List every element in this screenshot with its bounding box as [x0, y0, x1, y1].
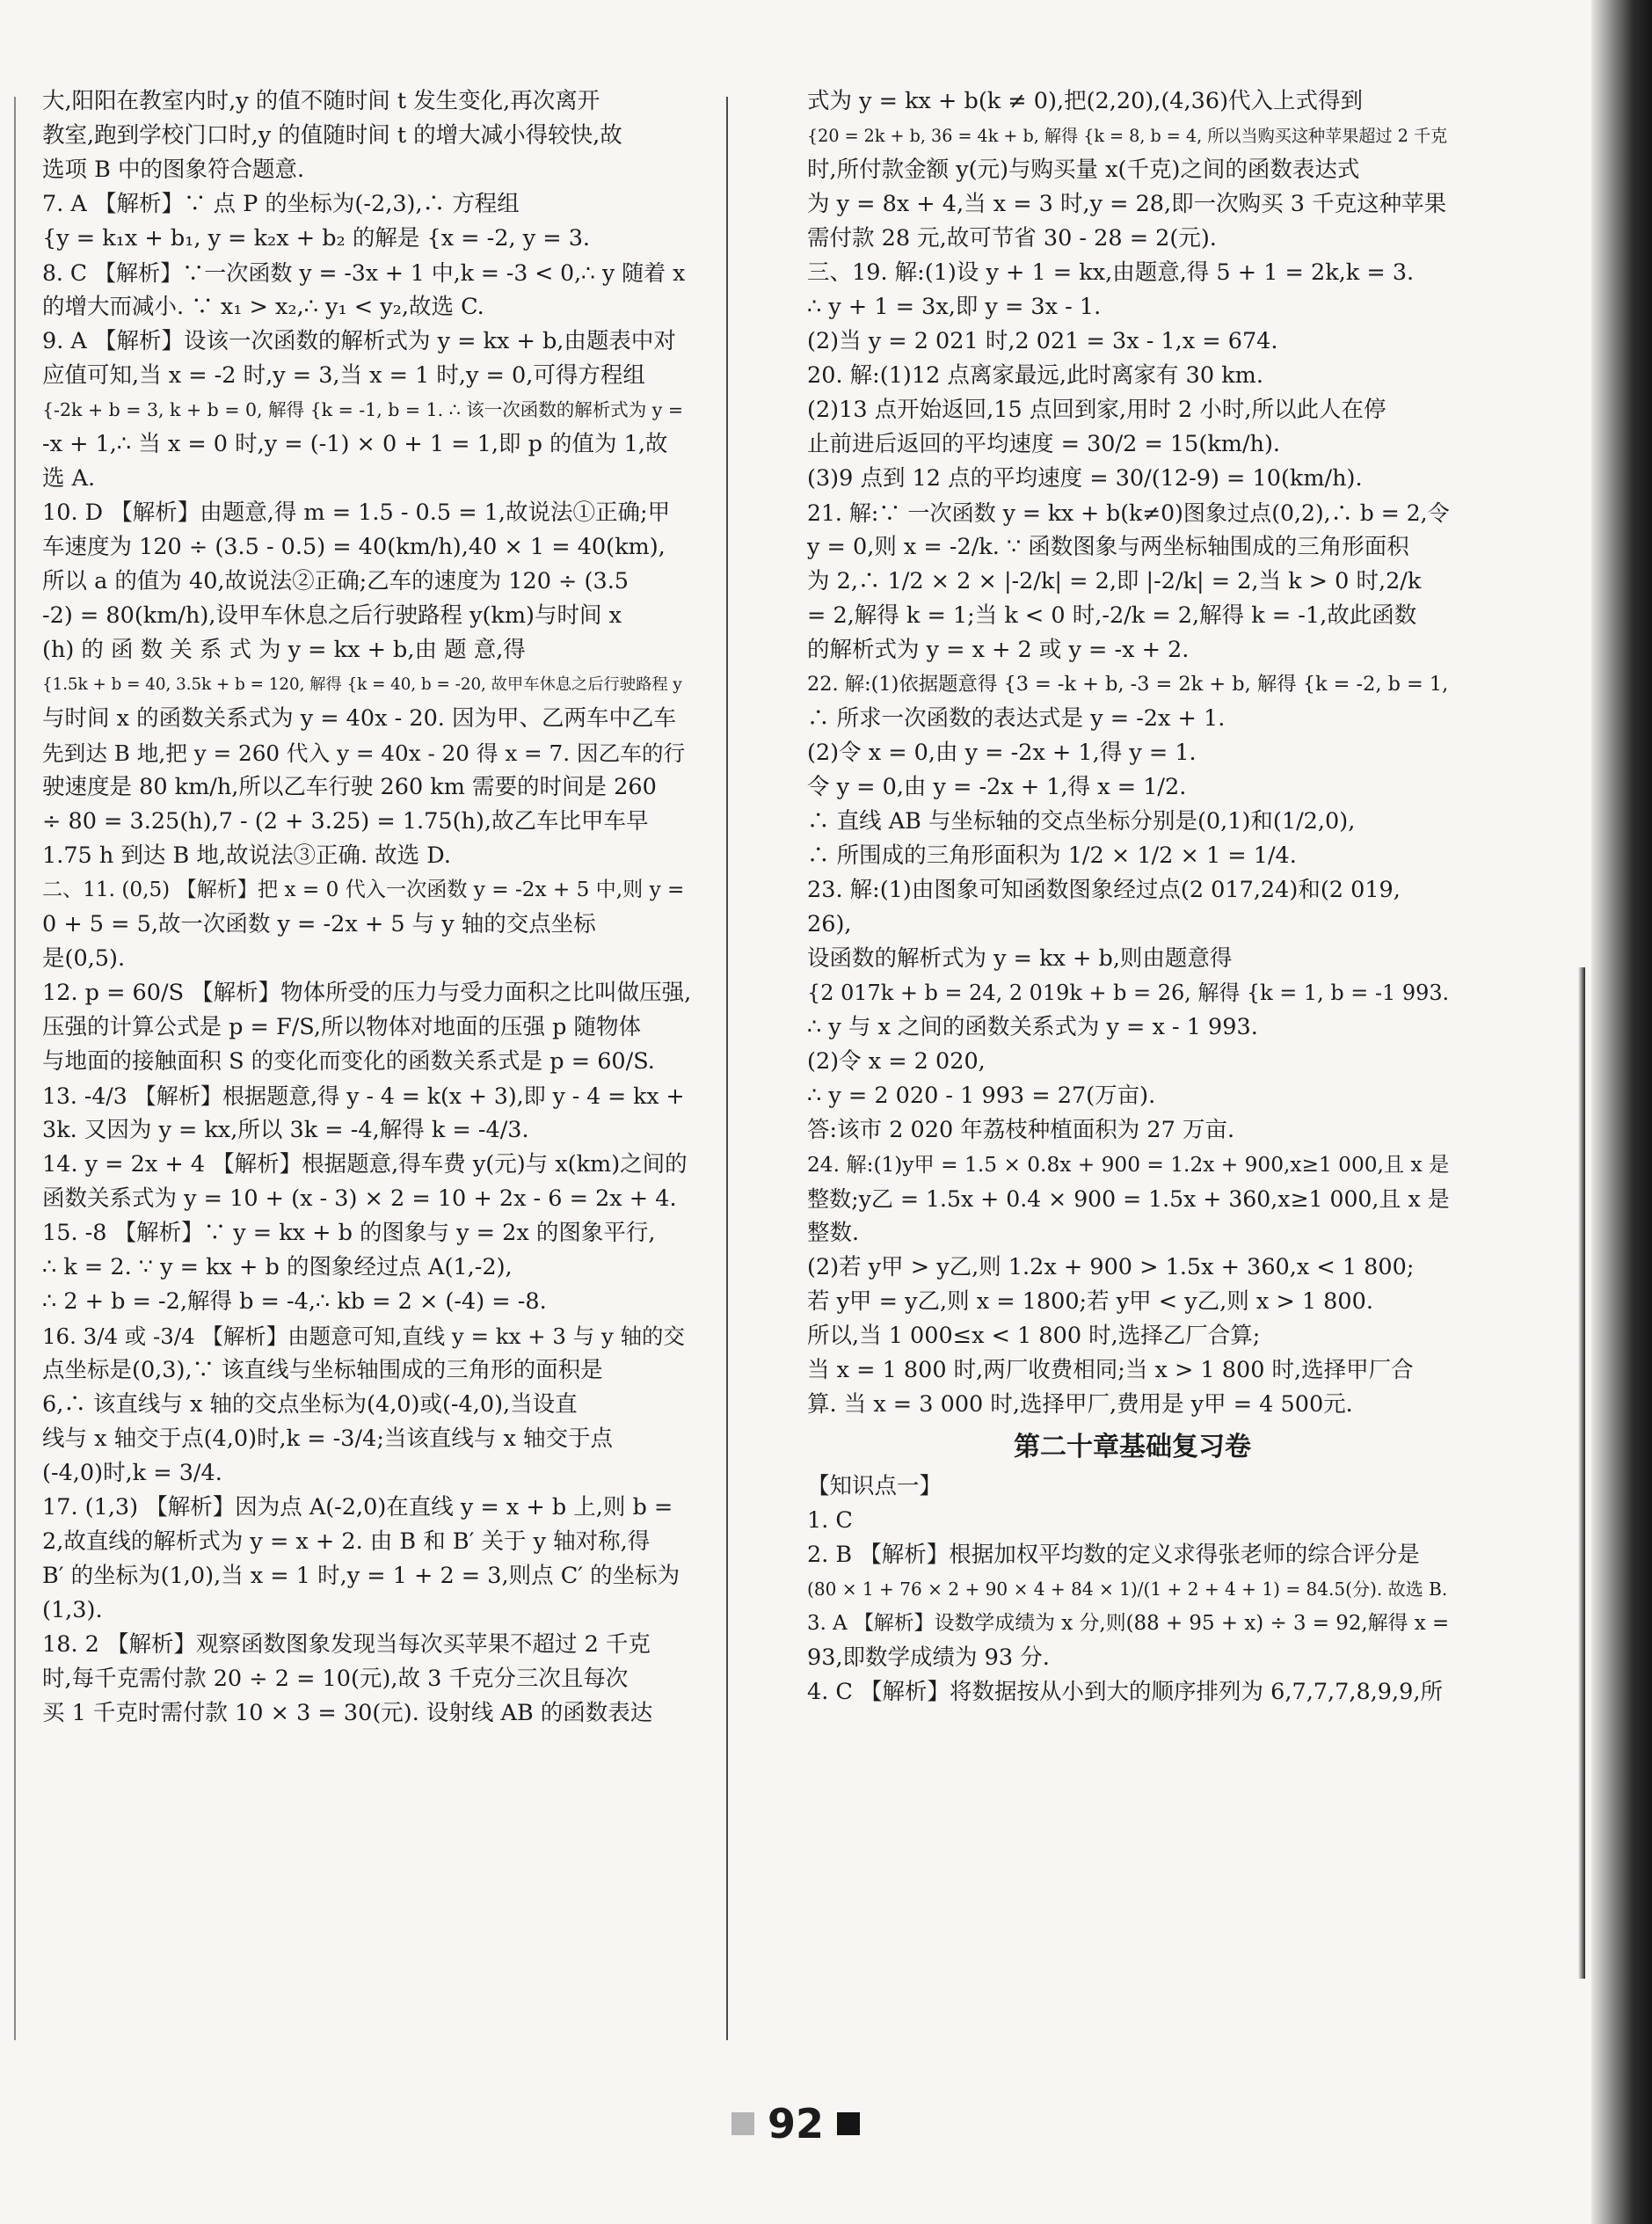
text-line: 整数.: [807, 1220, 860, 1246]
text-line: (2)令 x = 2 020,: [807, 1048, 986, 1075]
text-line: ∴ y + 1 = 3x,即 y = 3x - 1.: [807, 294, 1102, 320]
text-line: -2) = 80(km/h),设甲车休息之后行驶路程 y(km)与时间 x: [42, 602, 622, 629]
text-line: 16. 3/4 或 -3/4 【解析】由题意可知,直线 y = kx + 3 与 y 轴的交: [42, 1323, 685, 1349]
text-line: 所以,当 1 000≤x < 1 800 时,选择乙厂合算;: [807, 1323, 1261, 1349]
text-line: 二、11. (0,5) 【解析】把 x = 0 代入一次函数 y = -2x + 5 中,则 y =: [42, 879, 685, 901]
text-line: -x + 1,∴ 当 x = 0 时,y = (-1) × 0 + 1 = 1,即 p 的值为 1,故: [42, 431, 668, 457]
text-line: 与时间 x 的函数关系式为 y = 40x - 20. 因为甲、乙两车中乙车: [42, 705, 676, 732]
text-line: ∴ y 与 x 之间的函数关系式为 y = x - 1 993.: [807, 1014, 1258, 1040]
text-line: 车速度为 120 ÷ (3.5 - 0.5) = 40(km/h),40 × 1 = 40(km),: [42, 534, 666, 560]
text-line: 的增大而减小. ∵ x₁ > x₂,∴ y₁ < y₂,故选 C.: [42, 294, 484, 320]
right-column: [807, 84, 1458, 1710]
text-line: (2)令 x = 0,由 y = -2x + 1,得 y = 1.: [807, 740, 1197, 766]
text-line: 与地面的接触面积 S 的变化而变化的函数关系式是 p = 60/S.: [42, 1048, 655, 1075]
text-line: 14. y = 2x + 4 【解析】根据题意,得车费 y(元)与 x(km)之间的: [42, 1151, 688, 1178]
text-line: (-4,0)时,k = 3/4.: [42, 1460, 222, 1486]
text-line: 22. 解:(1)依据题意得 {3 = -k + b, -3 = 2k + b, 解得 {k = -2, b = 1,: [807, 673, 1449, 696]
gray-square-icon: [731, 2112, 754, 2135]
left-frame-line: [14, 97, 16, 2040]
text-line: = 2,解得 k = 1;当 k < 0 时,-2/k = 2,解得 k = -1,故此函数: [807, 602, 1417, 629]
binding-shadow: [1591, 0, 1652, 2224]
text-line: (2)当 y = 2 021 时,2 021 = 3x - 1,x = 674.: [807, 328, 1278, 354]
text-line: ∴ 所围成的三角形面积为 1/2 × 1/2 × 1 = 1/4.: [807, 842, 1297, 869]
text-line: ∴ k = 2. ∵ y = kx + b 的图象经过点 A(1,-2),: [42, 1254, 513, 1280]
text-line: 三、19. 解:(1)设 y + 1 = kx,由题意,得 5 + 1 = 2k,k = 3.: [807, 259, 1415, 286]
text-line: 7. A 【解析】∵ 点 P 的坐标为(-2,3),∴ 方程组: [42, 191, 520, 217]
text-line: 应值可知,当 x = -2 时,y = 3,当 x = 1 时,y = 0,可得方程组: [42, 362, 645, 389]
text-line: 26),: [807, 911, 852, 937]
text-line: {20 = 2k + b, 36 = 4k + b, 解得 {k = 8, b = 4, 所以当购买这种苹果超过 2 千克: [807, 126, 1448, 146]
text-line: (80 × 1 + 76 × 2 + 90 × 4 + 84 × 1)/(1 + 2 + 4 + 1) = 84.5(分). 故选 B.: [807, 1579, 1448, 1600]
text-line: 驶速度是 80 km/h,所以乙车行驶 260 km 需要的时间是 260: [42, 774, 657, 800]
left-column: [42, 84, 693, 1731]
text-line: 止前进后返回的平均速度 = 30/2 = 15(km/h).: [807, 431, 1281, 457]
text-line: ÷ 80 = 3.25(h),7 - (2 + 3.25) = 1.75(h),故乙车比甲车早: [42, 808, 649, 835]
text-line: 算. 当 x = 3 000 时,选择甲厂,费用是 y甲 = 4 500元.: [807, 1391, 1353, 1418]
column-divider: [726, 97, 728, 2040]
text-line: 2. B 【解析】根据加权平均数的定义求得张老师的综合评分是: [807, 1542, 1420, 1568]
text-line: 是(0,5).: [42, 945, 126, 972]
text-line: 15. -8 【解析】∵ y = kx + b 的图象与 y = 2x 的图象平行,: [42, 1220, 656, 1246]
text-line: 10. D 【解析】由题意,得 m = 1.5 - 0.5 = 1,故说法①正确;甲: [42, 499, 671, 526]
text-line: 2,故直线的解析式为 y = x + 2. 由 B 和 B′ 关于 y 轴对称,得: [42, 1528, 651, 1555]
text-line: 函数关系式为 y = 10 + (x - 3) × 2 = 10 + 2x - 6 = 2x + 4.: [42, 1185, 677, 1212]
text-line: 时,所付款金额 y(元)与购买量 x(千克)之间的函数表达式: [807, 157, 1360, 183]
text-line: 为 2,∴ 1/2 × 2 × |-2/k| = 2,即 |-2/k| = 2,当 k > 0 时,2/k: [807, 568, 1422, 594]
text-line: 为 y = 8x + 4,当 x = 3 时,y = 28,即一次购买 3 千克这种苹果: [807, 191, 1447, 217]
text-line: 设函数的解析式为 y = kx + b,则由题意得: [807, 945, 1233, 972]
text-line: 23. 解:(1)由图象可知函数图象经过点(2 017,24)和(2 019,: [807, 877, 1401, 903]
text-line: 1. C: [807, 1507, 853, 1534]
text-line: ∴ 所求一次函数的表达式是 y = -2x + 1.: [807, 705, 1226, 732]
text-line: 点坐标是(0,3),∵ 该直线与坐标轴围成的三角形的面积是: [42, 1357, 603, 1383]
right-column-solutions: [807, 84, 1458, 1422]
text-line: {1.5k + b = 40, 3.5k + b = 120, 解得 {k = 40, b = -20, 故甲车休息之后行驶路程 y: [42, 675, 682, 694]
text-line: 先到达 B 地,把 y = 260 代入 y = 40x - 20 得 x = 7. 因乙车的行: [42, 740, 686, 766]
text-line: 若 y甲 = y乙,则 x = 1800;若 y甲 < y乙,则 x > 1 800.: [807, 1288, 1373, 1315]
text-line: 式为 y = kx + b(k ≠ 0),把(2,20),(4,36)代入上式得到: [807, 88, 1364, 114]
text-line: 当 x = 1 800 时,两厂收费相同;当 x > 1 800 时,选择甲厂合: [807, 1357, 1414, 1383]
text-line: ∴ 2 + b = -2,解得 b = -4,∴ kb = 2 × (-4) = -8.: [42, 1288, 547, 1315]
text-line: 24. 解:(1)y甲 = 1.5 × 0.8x + 900 = 1.2x + 900,x≥1 000,且 x 是: [807, 1153, 1450, 1177]
text-line: 整数;y乙 = 1.5x + 0.4 × 900 = 1.5x + 360,x≥1 000,且 x 是: [807, 1186, 1450, 1212]
page-number: 92: [767, 2100, 824, 2147]
text-line: 4. C 【解析】将数据按从小到大的顺序排列为 6,7,7,7,8,9,9,所: [807, 1679, 1443, 1705]
text-line: y = 0,则 x = -2/k. ∵ 函数图象与两坐标轴围成的三角形面积: [807, 534, 1409, 560]
text-line: (3)9 点到 12 点的平均速度 = 30/(12-9) = 10(km/h).: [807, 465, 1363, 492]
text-line: 6,∴ 该直线与 x 轴的交点坐标为(4,0)或(-4,0),当设直: [42, 1391, 578, 1418]
text-line: 0 + 5 = 5,故一次函数 y = -2x + 5 与 y 轴的交点坐标: [42, 911, 596, 937]
text-line: (h) 的 函 数 关 系 式 为 y = kx + b,由 题 意,得: [42, 637, 526, 663]
text-line: 93,即数学成绩为 93 分.: [807, 1644, 1050, 1671]
text-line: ∴ y = 2 020 - 1 993 = 27(万亩).: [807, 1083, 1156, 1109]
text-line: {-2k + b = 3, k + b = 0, 解得 {k = -1, b = 1. ∴ 该一次函数的解析式为 y =: [42, 399, 684, 420]
text-line: (1,3).: [42, 1597, 103, 1623]
text-line: 大,阳阳在教室内时,y 的值不随时间 t 发生变化,再次离开: [42, 88, 600, 114]
text-line: 【知识点一】: [807, 1473, 942, 1499]
page-footer: [0, 2100, 1591, 2147]
text-line: 答:该市 2 020 年荔枝种植面积为 27 万亩.: [807, 1117, 1235, 1143]
text-line: 1.75 h 到达 B 地,故说法③正确. 故选 D.: [42, 842, 451, 869]
text-line: (2)13 点开始返回,15 点回到家,用时 2 小时,所以此人在停: [807, 397, 1386, 423]
text-line: 买 1 千克时需付款 10 × 3 = 30(元). 设射线 AB 的函数表达: [42, 1700, 653, 1726]
text-line: 教室,跑到学校门口时,y 的值随时间 t 的增大减小得较快,故: [42, 122, 622, 149]
text-line: 时,每千克需付款 20 ÷ 2 = 10(元),故 3 千克分三次且每次: [42, 1666, 629, 1692]
section-title: 第二十章基础复习卷: [1014, 1432, 1251, 1462]
text-line: 令 y = 0,由 y = -2x + 1,得 x = 1/2.: [807, 774, 1187, 800]
text-line: 21. 解:∵ 一次函数 y = kx + b(k≠0)图象过点(0,2),∴ b = 2,令: [807, 500, 1450, 526]
text-line: 18. 2 【解析】观察函数图象发现当每次买苹果不超过 2 千克: [42, 1631, 651, 1658]
text-line: {2 017k + b = 24, 2 019k + b = 26, 解得 {k = 1, b = -1 993.: [807, 981, 1450, 1005]
page-fold-shadow: [1578, 967, 1585, 1979]
text-line: 压强的计算公式是 p = F/S,所以物体对地面的压强 p 随物体: [42, 1014, 641, 1040]
text-line: 3k. 又因为 y = kx,所以 3k = -4,解得 k = -4/3.: [42, 1117, 529, 1143]
text-line: 8. C 【解析】∵一次函数 y = -3x + 1 中,k = -3 < 0,∴ y 随着 x: [42, 260, 686, 286]
text-line: B′ 的坐标为(1,0),当 x = 1 时,y = 1 + 2 = 3,则点 C′ 的坐标为: [42, 1563, 680, 1589]
right-column-review: [807, 1469, 1458, 1710]
text-line: (2)若 y甲 > y乙,则 1.2x + 900 > 1.5x + 360,x < 1 800;: [807, 1254, 1415, 1280]
text-line: 选项 B 中的图象符合题意.: [42, 157, 305, 183]
text-line: 选 A.: [42, 465, 96, 492]
text-line: 13. -4/3 【解析】根据题意,得 y - 4 = k(x + 3),即 y - 4 = kx +: [42, 1083, 685, 1109]
text-line: 需付款 28 元,故可节省 30 - 28 = 2(元).: [807, 225, 1217, 252]
text-line: 20. 解:(1)12 点离家最远,此时离家有 30 km.: [807, 362, 1263, 389]
text-line: ∴ 直线 AB 与坐标轴的交点坐标分别是(0,1)和(1/2,0),: [807, 808, 1356, 835]
text-line: 3. A 【解析】设数学成绩为 x 分,则(88 + 95 + x) ÷ 3 = 92,解得 x =: [807, 1612, 1450, 1635]
text-line: {y = k₁x + b₁, y = k₂x + b₂ 的解是 {x = -2, y = 3.: [42, 225, 591, 252]
text-line: 所以 a 的值为 40,故说法②正确;乙车的速度为 120 ÷ (3.5: [42, 568, 630, 594]
black-square-icon: [837, 2112, 860, 2135]
text-line: 12. p = 60/S 【解析】物体所受的压力与受力面积之比叫做压强,: [42, 980, 692, 1006]
text-line: 线与 x 轴交于点(4,0)时,k = -3/4;当该直线与 x 轴交于点: [42, 1426, 614, 1452]
text-line: 的解析式为 y = x + 2 或 y = -x + 2.: [807, 637, 1190, 663]
text-line: 17. (1,3) 【解析】因为点 A(-2,0)在直线 y = x + b 上,则 b =: [42, 1494, 673, 1520]
text-line: 9. A 【解析】设该一次函数的解析式为 y = kx + b,由题表中对: [42, 328, 676, 354]
